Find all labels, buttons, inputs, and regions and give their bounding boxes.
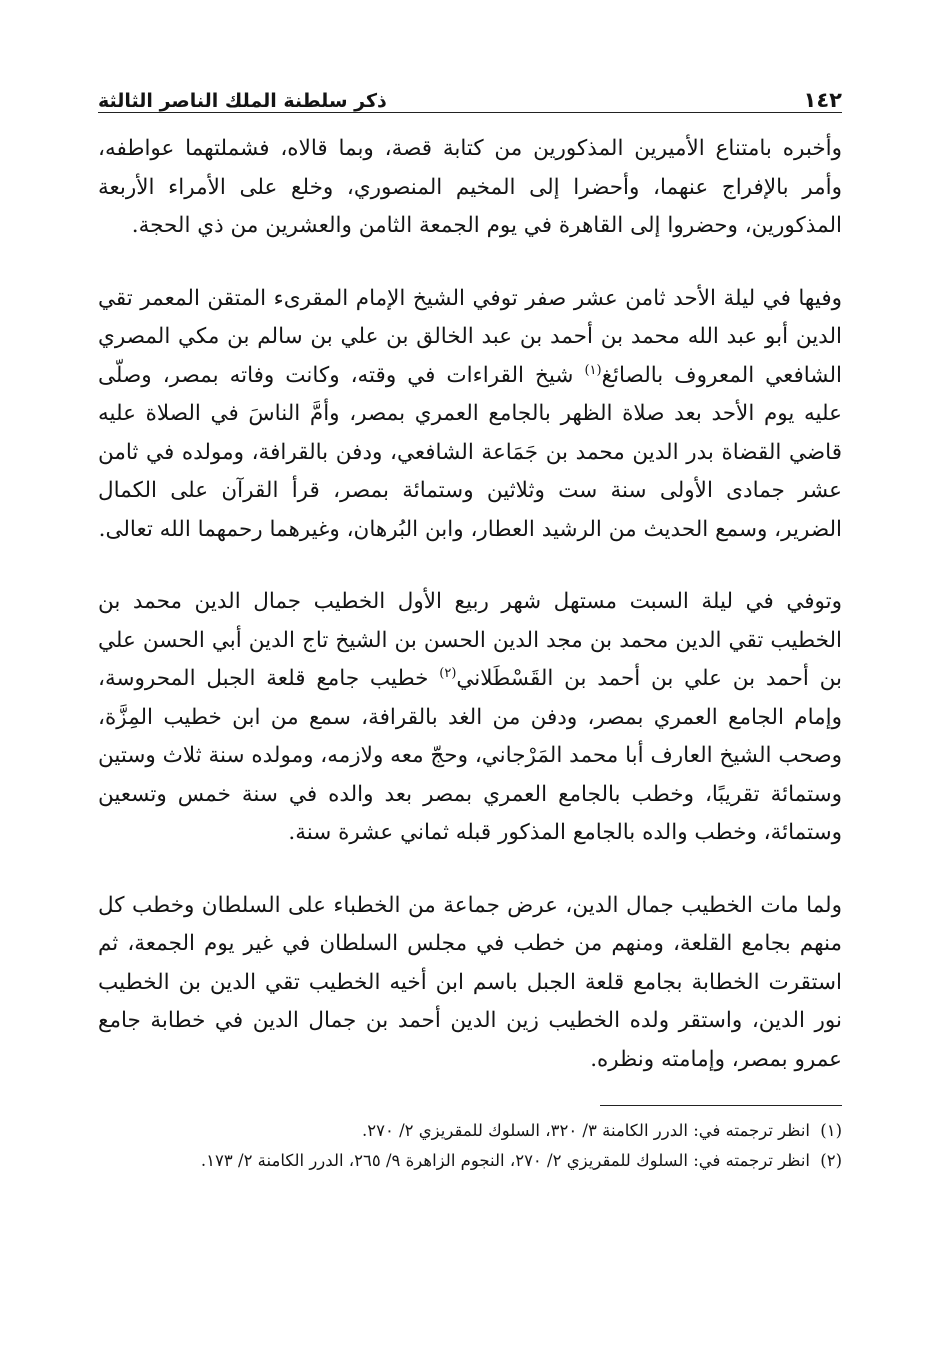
paragraph-1: وأخبره بامتناع الأميرين المذكورين من كتابة قصة، وبما قالاه، فشملتهما عواطفه، وأمر بالإفراج عنهما، وأحضرا إلى المخيم المنصوري، وخلع على الأمراء الأربعة المذكورين، وحضروا إلى القاهرة في يوم الجمعة الثامن والعشرين من ذي الحجة. (98, 136, 842, 238)
paragraph-3: وتوفي في ليلة السبت مستهل شهر ربيع الأول الخطيب جمال الدين محمد بن الخطيب تقي الدين محمد بن مجد الدين الحسن بن الشيخ تاج الدين أبي الحسن علي بن أحمد بن علي بن أحمد بن القَسْطَلاني$^{(٢)}$ خطيب جامع قلعة الجبل المحروسة، وإمام الجامع العمري بمصر، ودفن من الغد بالقرافة، سمع من ابن خطيب المِزَّة، وصحب الشيخ العارف أبا محمد المَرْجاني، وحجّ معه ولازمه، ومولده سنة ثلاث وستين وستمائة تقريبًا، وخطب بالجامع العمري بمصر بعد والده في سنة خمس وتسعين وستمائة، وخطب والده بالجامع المذكور قبله ثماني عشرة سنة. (98, 589, 842, 845)
footnote-ref-2[interactable]: (٢) (439, 665, 457, 681)
footnote-text: انظر ترجمته في: الدرر الكامنة ٣/ ٣٢٠، السلوك للمقريزي ٢/ ٢٧٠. (361, 1121, 810, 1140)
footnote-2 (98, 1146, 842, 1176)
footnotes (98, 1116, 842, 1176)
footnote-ref-1[interactable]: (١) (584, 362, 602, 378)
footnote-number: (١) (820, 1121, 842, 1140)
page-header (98, 78, 842, 113)
footnote-text: انظر ترجمته في: السلوك للمقريزي ٢/ ٢٧٠، النجوم الزاهرة ٩/ ٢٦٥، الدرر الكامنة ٢/ ١٧٣. (200, 1151, 810, 1170)
footnote-separator (600, 1105, 842, 1106)
book-page (98, 78, 842, 1176)
footnote-number: (٢) (820, 1151, 842, 1170)
footnote-1 (98, 1116, 842, 1146)
running-title: ذكر سلطنة الملك الناصر الثالثة (98, 90, 387, 112)
paragraph-4: ولما مات الخطيب جمال الدين، عرض جماعة من الخطباء على السلطان وخطب كل منهم بجامع القلعة، ومنهم من خطب في مجلس السلطان في غير يوم الجمعة، ثم استقرت الخطابة بجامع قلعة الجبل باسم ابن أخيه الخطيب تقي الدين بن الخطيب نور الدين، واستقر ولده الخطيب زين الدين أحمد بن جمال الدين في خطابة جامع عمرو بمصر، وإمامته ونظره. (98, 892, 842, 1072)
paragraph-2: وفيها في ليلة الأحد ثامن عشر صفر توفي الشيخ الإمام المقرىء المتقن المعمر تقي الدين أبو عبد الله محمد بن أحمد بن عبد الخالق بن علي بن سالم بن مكي المصري الشافعي المعروف بالصائغ$^{(١)}$ شيخ القراءات في وقته، وكانت وفاته بمصر، وصلّى عليه يوم الأحد بعد صلاة الظهر بالجامع العمري بمصر، وأمَّ الناسَ في الصلاة عليه قاضي القضاة بدر الدين محمد بن جَمَاعة الشافعي، ودفن بالقرافة، ومولده في ثامن عشر جمادى الأولى سنة ست وثلاثين وستمائة بمصر، قرأ القرآن على الكمال الضرير، وسمع الحديث من الرشيد العطار، وابن البُرهان، وغيرهما رحمهما الله تعالى. (98, 285, 843, 542)
page-number: ١٤٢ (803, 88, 842, 112)
